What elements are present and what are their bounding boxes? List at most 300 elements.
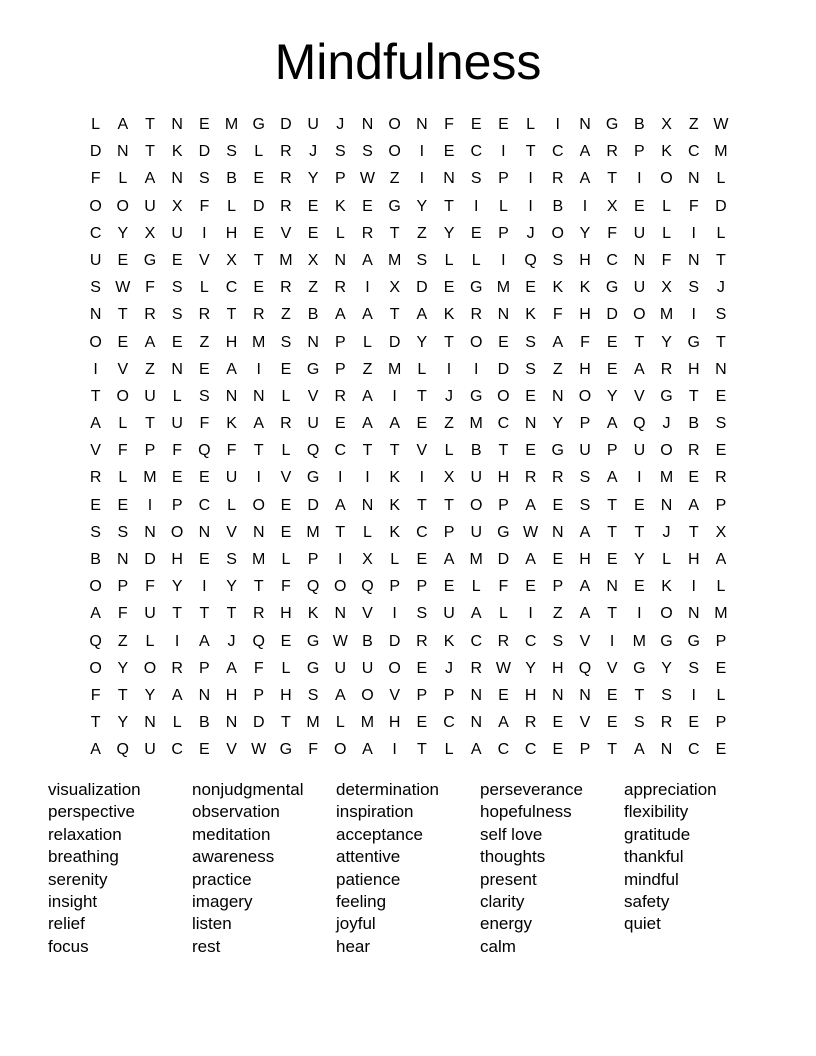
grid-letter: A <box>470 741 482 759</box>
grid-letter: K <box>579 279 591 297</box>
grid-letter: H <box>579 251 591 269</box>
word-list-item: appreciation <box>624 780 717 799</box>
grid-letter: B <box>552 197 564 215</box>
grid-letter: N <box>252 523 265 541</box>
grid-letter: D <box>497 551 510 568</box>
grid-letter: E <box>307 197 319 215</box>
grid-letter: O <box>497 387 510 405</box>
grid-letter: P <box>443 686 455 704</box>
grid-letter: P <box>253 686 265 704</box>
word-list-item: insight <box>48 892 98 912</box>
grid-letter: W <box>115 279 131 297</box>
grid-letter: A <box>362 415 373 433</box>
grid-letter: B <box>688 415 700 433</box>
grid-letter: G <box>388 197 401 215</box>
grid-letter: V <box>117 360 129 378</box>
grid-letter: J <box>662 415 671 433</box>
grid-letter: L <box>498 605 508 623</box>
grid-letter: L <box>390 551 400 568</box>
grid-letter: E <box>552 714 564 732</box>
grid-letter: E <box>171 333 183 351</box>
grid-letter: X <box>443 469 455 487</box>
grid-letter: I <box>501 251 506 269</box>
grid-letter: V <box>226 523 237 541</box>
grid-letter: V <box>307 387 319 405</box>
grid-letter: L <box>417 360 427 378</box>
word-list-item: gratitude <box>624 824 691 844</box>
grid-letter: H <box>388 714 401 732</box>
grid-letter: J <box>309 143 318 161</box>
grid-letter: D <box>497 360 510 378</box>
grid-letter: O <box>334 741 347 759</box>
grid-letter: L <box>444 741 454 759</box>
grid-letter: N <box>579 116 591 133</box>
grid-letter: N <box>225 714 238 732</box>
grid-letter: Q <box>578 659 592 677</box>
grid-letter: X <box>362 551 373 568</box>
grid-letter: O <box>388 659 401 677</box>
grid-letter: J <box>662 523 671 541</box>
grid-letter: G <box>660 632 673 650</box>
grid-letter: T <box>607 605 618 623</box>
grid-letter: E <box>525 387 536 405</box>
grid-letter: R <box>524 469 537 487</box>
grid-letter: F <box>199 415 210 433</box>
grid-letter: A <box>362 251 373 269</box>
grid-letter: E <box>525 578 536 596</box>
grid-letter: R <box>660 360 673 378</box>
grid-letter: N <box>144 714 156 732</box>
word-list-item: relief <box>48 914 85 934</box>
grid-letter: A <box>362 306 373 324</box>
grid-letter: S <box>226 143 237 161</box>
grid-letter: T <box>416 496 427 514</box>
word-list-item: flexibility <box>624 802 689 822</box>
grid-letter: N <box>552 523 564 541</box>
grid-letter: I <box>637 170 642 188</box>
grid-letter: L <box>281 387 291 405</box>
grid-letter: T <box>281 714 291 732</box>
grid-letter: H <box>497 469 510 487</box>
word-list <box>48 779 768 958</box>
grid-letter: P <box>552 578 564 596</box>
grid-letter: G <box>687 632 700 650</box>
grid-letter: R <box>334 279 347 297</box>
grid-letter: N <box>144 523 156 541</box>
grid-letter: A <box>362 741 373 759</box>
grid-letter: S <box>280 333 292 351</box>
grid-letter: I <box>501 143 506 161</box>
grid-letter: E <box>498 686 509 704</box>
grid-letter: S <box>307 686 319 704</box>
grid-letter: H <box>579 306 591 324</box>
grid-letter: E <box>280 496 292 514</box>
grid-letter: K <box>334 197 346 215</box>
grid-letter: P <box>416 578 428 596</box>
grid-letter: G <box>605 279 619 297</box>
grid-letter: N <box>606 578 618 596</box>
grid-letter: T <box>525 143 536 161</box>
grid-letter: E <box>715 387 727 405</box>
grid-letter: S <box>688 659 700 677</box>
grid-letter: N <box>470 714 482 732</box>
grid-letter: M <box>714 605 728 623</box>
grid-letter: L <box>335 714 345 732</box>
grid-letter: R <box>144 306 156 324</box>
grid-letter: I <box>691 306 696 324</box>
grid-letter: O <box>116 197 129 215</box>
grid-letter: F <box>90 170 101 188</box>
grid-letter: R <box>198 306 211 324</box>
grid-letter: M <box>632 632 646 650</box>
grid-letter: C <box>497 415 510 433</box>
grid-letter: T <box>688 387 699 405</box>
grid-letter: B <box>634 116 645 133</box>
grid-letter: P <box>307 551 319 568</box>
grid-letter: Y <box>579 224 591 242</box>
grid-letter: T <box>416 741 427 759</box>
grid-letter: D <box>715 197 727 215</box>
grid-letter: R <box>280 279 292 297</box>
grid-letter: I <box>419 469 425 487</box>
grid-letter: U <box>307 415 319 433</box>
grid-letter: E <box>606 360 618 378</box>
grid-letter: R <box>552 469 564 487</box>
grid-letter: E <box>552 496 564 514</box>
grid-letter: T <box>199 605 210 623</box>
grid-letter: P <box>606 442 618 460</box>
grid-letter: O <box>334 578 347 596</box>
grid-letter: A <box>90 605 101 623</box>
grid-letter: I <box>473 360 479 378</box>
grid-letter: N <box>171 360 183 378</box>
word-list-item: quiet <box>624 914 661 934</box>
grid-letter: E <box>606 686 618 704</box>
grid-letter: O <box>633 306 646 324</box>
grid-letter: A <box>715 551 727 568</box>
word-list-item: hear <box>336 936 371 956</box>
word-list-item: relaxation <box>48 824 122 844</box>
grid-letter: E <box>280 523 292 541</box>
grid-letter: P <box>579 741 591 759</box>
grid-letter: T <box>607 170 618 188</box>
grid-letter: U <box>144 741 156 759</box>
grid-letter: I <box>392 741 397 759</box>
grid-letter: E <box>117 251 129 269</box>
word-list-item: clarity <box>480 892 525 912</box>
grid-letter: E <box>199 116 210 133</box>
grid-letter: E <box>416 415 428 433</box>
grid-letter: W <box>359 170 376 188</box>
grid-letter: O <box>660 605 673 623</box>
grid-letter: K <box>661 143 672 161</box>
grid-letter: T <box>634 333 645 351</box>
word-list-item: mindful <box>624 869 679 889</box>
grid-letter: V <box>579 714 591 732</box>
grid-letter: U <box>579 442 591 460</box>
grid-letter: A <box>416 306 428 324</box>
grid-letter: E <box>634 578 645 596</box>
grid-letter: I <box>392 605 397 623</box>
grid-letter: Y <box>443 224 455 242</box>
grid-letter: N <box>443 170 455 188</box>
grid-letter: E <box>334 415 346 433</box>
grid-letter: A <box>144 333 156 351</box>
word-list-item: patience <box>336 869 401 889</box>
grid-letter: P <box>715 632 727 650</box>
grid-letter: S <box>199 387 210 405</box>
grid-letter: A <box>253 415 265 433</box>
word-list-item: self love <box>480 824 543 844</box>
grid-letter: I <box>419 170 425 188</box>
word-list-column <box>48 779 192 958</box>
grid-letter: M <box>306 523 320 541</box>
grid-letter: J <box>716 279 725 297</box>
grid-letter: T <box>389 442 400 460</box>
grid-letter: Q <box>361 578 374 596</box>
grid-letter: S <box>715 415 727 433</box>
grid-letter: B <box>362 632 373 650</box>
grid-letter: I <box>609 632 615 650</box>
grid-letter: S <box>579 496 591 514</box>
grid-letter: H <box>552 659 564 677</box>
grid-letter: E <box>552 741 564 759</box>
grid-letter: H <box>579 551 591 568</box>
grid-letter: K <box>171 143 183 161</box>
grid-letter: T <box>362 442 373 460</box>
grid-letter: E <box>199 741 210 759</box>
grid-letter: A <box>226 659 237 677</box>
grid-letter: E <box>498 333 509 351</box>
grid-letter: E <box>307 224 319 242</box>
grid-letter: I <box>528 170 533 188</box>
grid-letter: I <box>473 197 479 215</box>
grid-letter: R <box>252 306 265 324</box>
grid-letter: Y <box>117 714 129 732</box>
grid-letter: T <box>145 116 155 133</box>
grid-letter: A <box>579 605 591 623</box>
grid-letter: H <box>171 551 183 568</box>
grid-letter: Y <box>144 686 156 704</box>
grid-letter: V <box>280 224 292 242</box>
grid-letter: O <box>89 578 102 596</box>
grid-letter: N <box>715 360 727 378</box>
grid-letter: K <box>443 632 455 650</box>
word-list-item: hopefulness <box>480 802 572 822</box>
grid-letter: N <box>198 686 211 704</box>
grid-letter: L <box>716 686 726 704</box>
grid-letter: A <box>579 143 591 161</box>
grid-letter: P <box>498 170 509 188</box>
grid-letter: N <box>470 686 482 704</box>
grid-letter: E <box>715 442 727 460</box>
word-list-item: inspiration <box>336 802 414 822</box>
grid-letter: D <box>198 143 211 161</box>
word-list-item: determination <box>336 780 440 799</box>
grid-letter: I <box>637 469 642 487</box>
grid-letter: E <box>688 469 700 487</box>
grid-letter: O <box>252 496 265 514</box>
grid-letter: A <box>579 170 591 188</box>
grid-letter: Q <box>116 741 129 759</box>
grid-letter: N <box>361 116 374 133</box>
grid-letter: G <box>143 251 157 269</box>
grid-letter: N <box>171 170 183 188</box>
grid-letter: L <box>716 170 726 188</box>
grid-letter: O <box>170 523 184 541</box>
grid-letter: I <box>392 387 397 405</box>
grid-letter: X <box>661 116 672 133</box>
grid-letter: T <box>607 496 618 514</box>
grid-letter: F <box>580 333 590 351</box>
grid-letter: T <box>172 605 183 623</box>
grid-letter: R <box>334 387 347 405</box>
grid-letter: R <box>280 170 292 188</box>
grid-letter: S <box>416 605 428 623</box>
grid-letter: I <box>202 578 207 596</box>
grid-letter: P <box>715 714 727 732</box>
grid-letter: C <box>225 279 238 297</box>
grid-letter: E <box>634 197 645 215</box>
grid-letter: L <box>91 116 101 133</box>
word-list-item: acceptance <box>336 824 423 844</box>
grid-letter: W <box>495 659 511 677</box>
grid-letter: Z <box>145 360 155 378</box>
grid-letter: J <box>227 632 236 650</box>
grid-letter: I <box>256 360 261 378</box>
word-list-item: perspective <box>48 802 135 822</box>
grid-letter: N <box>334 605 347 623</box>
grid-letter: Z <box>281 306 291 324</box>
grid-letter: Y <box>117 659 129 677</box>
grid-letter: J <box>445 387 454 405</box>
grid-letter: E <box>253 170 265 188</box>
grid-letter: R <box>89 469 102 487</box>
grid-letter: L <box>172 387 182 405</box>
grid-letter: E <box>253 279 265 297</box>
grid-letter: E <box>606 714 618 732</box>
grid-letter: E <box>416 659 428 677</box>
grid-letter: U <box>144 605 156 623</box>
grid-letter: C <box>89 224 102 242</box>
word-list-item: serenity <box>48 869 108 889</box>
grid-letter: N <box>334 251 347 269</box>
grid-letter: I <box>202 224 207 242</box>
grid-letter: E <box>715 659 727 677</box>
grid-letter: E <box>117 333 129 351</box>
grid-letter: P <box>443 523 455 541</box>
grid-letter: U <box>171 415 183 433</box>
grid-letter: S <box>525 333 536 351</box>
grid-letter: C <box>198 496 211 514</box>
grid-letter: F <box>661 251 672 269</box>
grid-letter: S <box>688 279 700 297</box>
grid-letter: N <box>252 387 265 405</box>
grid-letter: T <box>634 523 645 541</box>
grid-letter: L <box>254 143 264 161</box>
word-search-grid <box>82 111 735 764</box>
word-list-item: awareness <box>192 847 275 867</box>
grid-letter: Y <box>307 170 319 188</box>
grid-letter: N <box>579 686 591 704</box>
grid-letter: K <box>552 279 564 297</box>
grid-letter: A <box>199 632 210 650</box>
grid-letter: K <box>389 523 400 541</box>
grid-letter: Z <box>688 116 699 133</box>
grid-letter: Y <box>552 415 564 433</box>
word-list-column <box>192 779 336 958</box>
grid-letter: Q <box>252 632 265 650</box>
word-list-item: joyful <box>336 914 376 934</box>
grid-letter: S <box>661 686 672 704</box>
word-list-item: listen <box>192 914 232 934</box>
grid-letter: T <box>607 741 618 759</box>
grid-letter: U <box>225 469 238 487</box>
grid-letter: I <box>256 469 261 487</box>
grid-letter: L <box>227 496 236 514</box>
grid-letter: M <box>387 251 402 269</box>
grid-letter: N <box>687 170 700 188</box>
grid-letter: I <box>147 496 153 514</box>
word-list-item: thoughts <box>480 847 546 867</box>
grid-letter: A <box>334 306 346 324</box>
page-title: Mindfulness <box>274 34 542 90</box>
grid-letter: T <box>90 714 101 732</box>
grid-letter: R <box>552 170 564 188</box>
grid-letter: B <box>226 170 237 188</box>
word-list-item: rest <box>192 936 221 956</box>
grid-letter: M <box>279 251 293 269</box>
grid-letter: R <box>252 605 265 623</box>
grid-letter: E <box>470 116 482 133</box>
grid-letter: T <box>688 523 699 541</box>
grid-letter: T <box>253 442 264 460</box>
grid-letter: S <box>171 306 183 324</box>
grid-letter: S <box>525 360 536 378</box>
grid-letter: Z <box>552 605 563 623</box>
word-list-item: thankful <box>624 847 684 867</box>
grid-letter: P <box>389 578 400 596</box>
grid-letter: B <box>90 551 101 568</box>
grid-letter: J <box>445 659 454 677</box>
grid-letter: K <box>525 306 536 324</box>
grid-letter: Q <box>89 632 102 650</box>
grid-letter: O <box>469 496 483 514</box>
grid-letter: U <box>470 523 482 541</box>
grid-letter: I <box>365 279 370 297</box>
grid-letter: Y <box>226 578 237 596</box>
grid-letter: Y <box>661 333 672 351</box>
word-list-column <box>336 779 480 958</box>
grid-letter: G <box>306 632 320 650</box>
grid-letter: R <box>687 442 700 460</box>
grid-letter: F <box>281 578 291 596</box>
grid-letter: G <box>605 116 619 133</box>
grid-letter: G <box>551 442 564 460</box>
grid-letter: N <box>117 143 129 161</box>
grid-letter: E <box>688 714 700 732</box>
grid-letter: N <box>687 251 700 269</box>
grid-letter: D <box>252 714 265 732</box>
word-list-item: breathing <box>48 847 119 867</box>
grid-letter: D <box>89 143 102 161</box>
grid-letter: K <box>661 578 672 596</box>
grid-letter: O <box>143 659 157 677</box>
grid-letter: R <box>660 714 673 732</box>
grid-letter: G <box>687 333 700 351</box>
grid-letter: G <box>306 659 320 677</box>
grid-letter: N <box>524 415 537 433</box>
